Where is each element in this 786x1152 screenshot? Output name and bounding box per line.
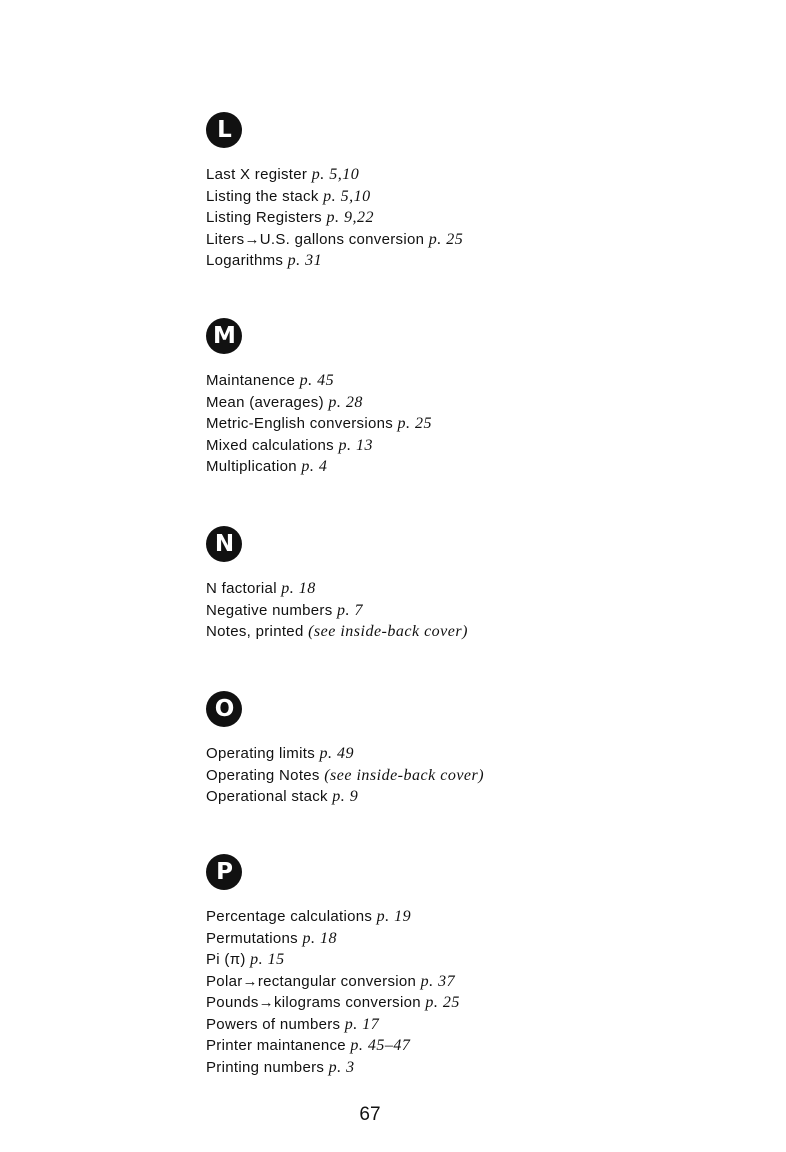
- entry-ref: p. 49: [319, 745, 354, 762]
- entry-text: Mean (averages): [206, 393, 324, 411]
- entry-ref: p. 19: [376, 908, 412, 925]
- index-entry: [206, 392, 766, 414]
- index-entry: [206, 1014, 766, 1036]
- entry-ref: p. 37: [420, 972, 456, 990]
- index-section-o: [206, 691, 766, 808]
- entry-ref: p. 9,22: [326, 209, 374, 226]
- entry-text: Printer maintanence: [206, 1037, 346, 1054]
- index-entry: [206, 1035, 766, 1057]
- entry-ref: p. 3: [328, 1058, 355, 1076]
- index-section-m: [206, 318, 766, 478]
- index-entry: [206, 786, 766, 808]
- entry-ref: p. 45–47: [350, 1037, 411, 1054]
- index-entry: [206, 413, 766, 435]
- entry-text: Listing Registers: [206, 209, 322, 226]
- index-entry: [206, 971, 766, 993]
- entry-ref: p. 9: [332, 788, 359, 805]
- entry-text: Notes, printed: [206, 623, 304, 640]
- entry-text: Powers of numbers: [206, 1015, 341, 1033]
- index-entry: [206, 578, 766, 600]
- index-entry: [206, 370, 766, 392]
- entry-ref: p. 4: [301, 458, 328, 475]
- letter-badge: O: [206, 691, 242, 727]
- entry-ref: p. 7: [337, 601, 363, 619]
- index-entry: [206, 1057, 766, 1079]
- letter-badge: M: [206, 318, 242, 354]
- entry-ref: (see inside-back cover): [308, 623, 468, 640]
- entry-ref: p. 13: [338, 436, 373, 454]
- index-entry: [206, 765, 766, 787]
- entry-text: Negative numbers: [206, 601, 333, 619]
- entry-ref: p. 15: [250, 951, 285, 968]
- index-entry: [206, 600, 766, 622]
- entry-ref: p. 5,10: [323, 187, 371, 205]
- letter-badge: N: [206, 526, 242, 562]
- entry-ref: p. 5,10: [311, 166, 360, 183]
- index-entry: [206, 906, 766, 928]
- entry-text: Operational stack: [206, 788, 328, 805]
- entry-ref: p. 28: [328, 393, 363, 411]
- entry-text: Multiplication: [206, 458, 297, 475]
- entry-ref: p. 18: [302, 929, 337, 947]
- page-number: 67: [359, 1104, 381, 1125]
- entry-text: Maintanence: [206, 372, 296, 389]
- entry-ref: p. 45: [299, 372, 335, 389]
- entry-text: Logarithms: [206, 252, 284, 269]
- entry-text: Operating Notes: [206, 766, 320, 784]
- index-section-l: [206, 112, 766, 272]
- index-entry: [206, 207, 766, 229]
- letter-badge: P: [206, 854, 242, 890]
- entry-text: N factorial: [206, 580, 277, 597]
- entry-ref: p. 25: [397, 415, 432, 432]
- entry-text: Listing the stack: [206, 187, 319, 205]
- index-entry: [206, 992, 766, 1014]
- index-entry: [206, 949, 766, 971]
- index-entry: [206, 186, 766, 208]
- entry-text: Polar→rectangular conversion: [206, 972, 417, 990]
- index-entry: [206, 229, 766, 251]
- index-entry: [206, 928, 766, 950]
- index-entry: [206, 621, 766, 643]
- letter-badge: L: [206, 112, 242, 148]
- index-section-n: [206, 526, 766, 643]
- index-entry: [206, 164, 766, 186]
- entry-ref: p. 25: [428, 230, 464, 248]
- index-entry: [206, 456, 766, 478]
- entry-text: Pi (π): [206, 951, 246, 968]
- index-entry: [206, 250, 766, 272]
- entry-text: Liters→U.S. gallons conversion: [206, 230, 425, 248]
- entry-ref: p. 17: [344, 1015, 380, 1033]
- entry-ref: p. 31: [287, 252, 323, 269]
- index-entry: [206, 743, 766, 765]
- entry-text: Last X register: [206, 166, 308, 183]
- index-section-p: [206, 854, 766, 1078]
- entry-text: Permutations: [206, 929, 298, 947]
- entry-text: Pounds→kilograms conversion: [206, 994, 421, 1011]
- entry-ref: p. 18: [281, 580, 316, 597]
- index-entry: [206, 435, 766, 457]
- entry-text: Percentage calculations: [206, 908, 373, 925]
- entry-text: Mixed calculations: [206, 436, 334, 454]
- entry-text: Printing numbers: [206, 1058, 325, 1076]
- entry-text: Metric-English conversions: [206, 415, 394, 432]
- entry-ref: (see inside-back cover): [324, 766, 485, 784]
- entry-text: Operating limits: [206, 745, 316, 762]
- entry-ref: p. 25: [425, 994, 460, 1011]
